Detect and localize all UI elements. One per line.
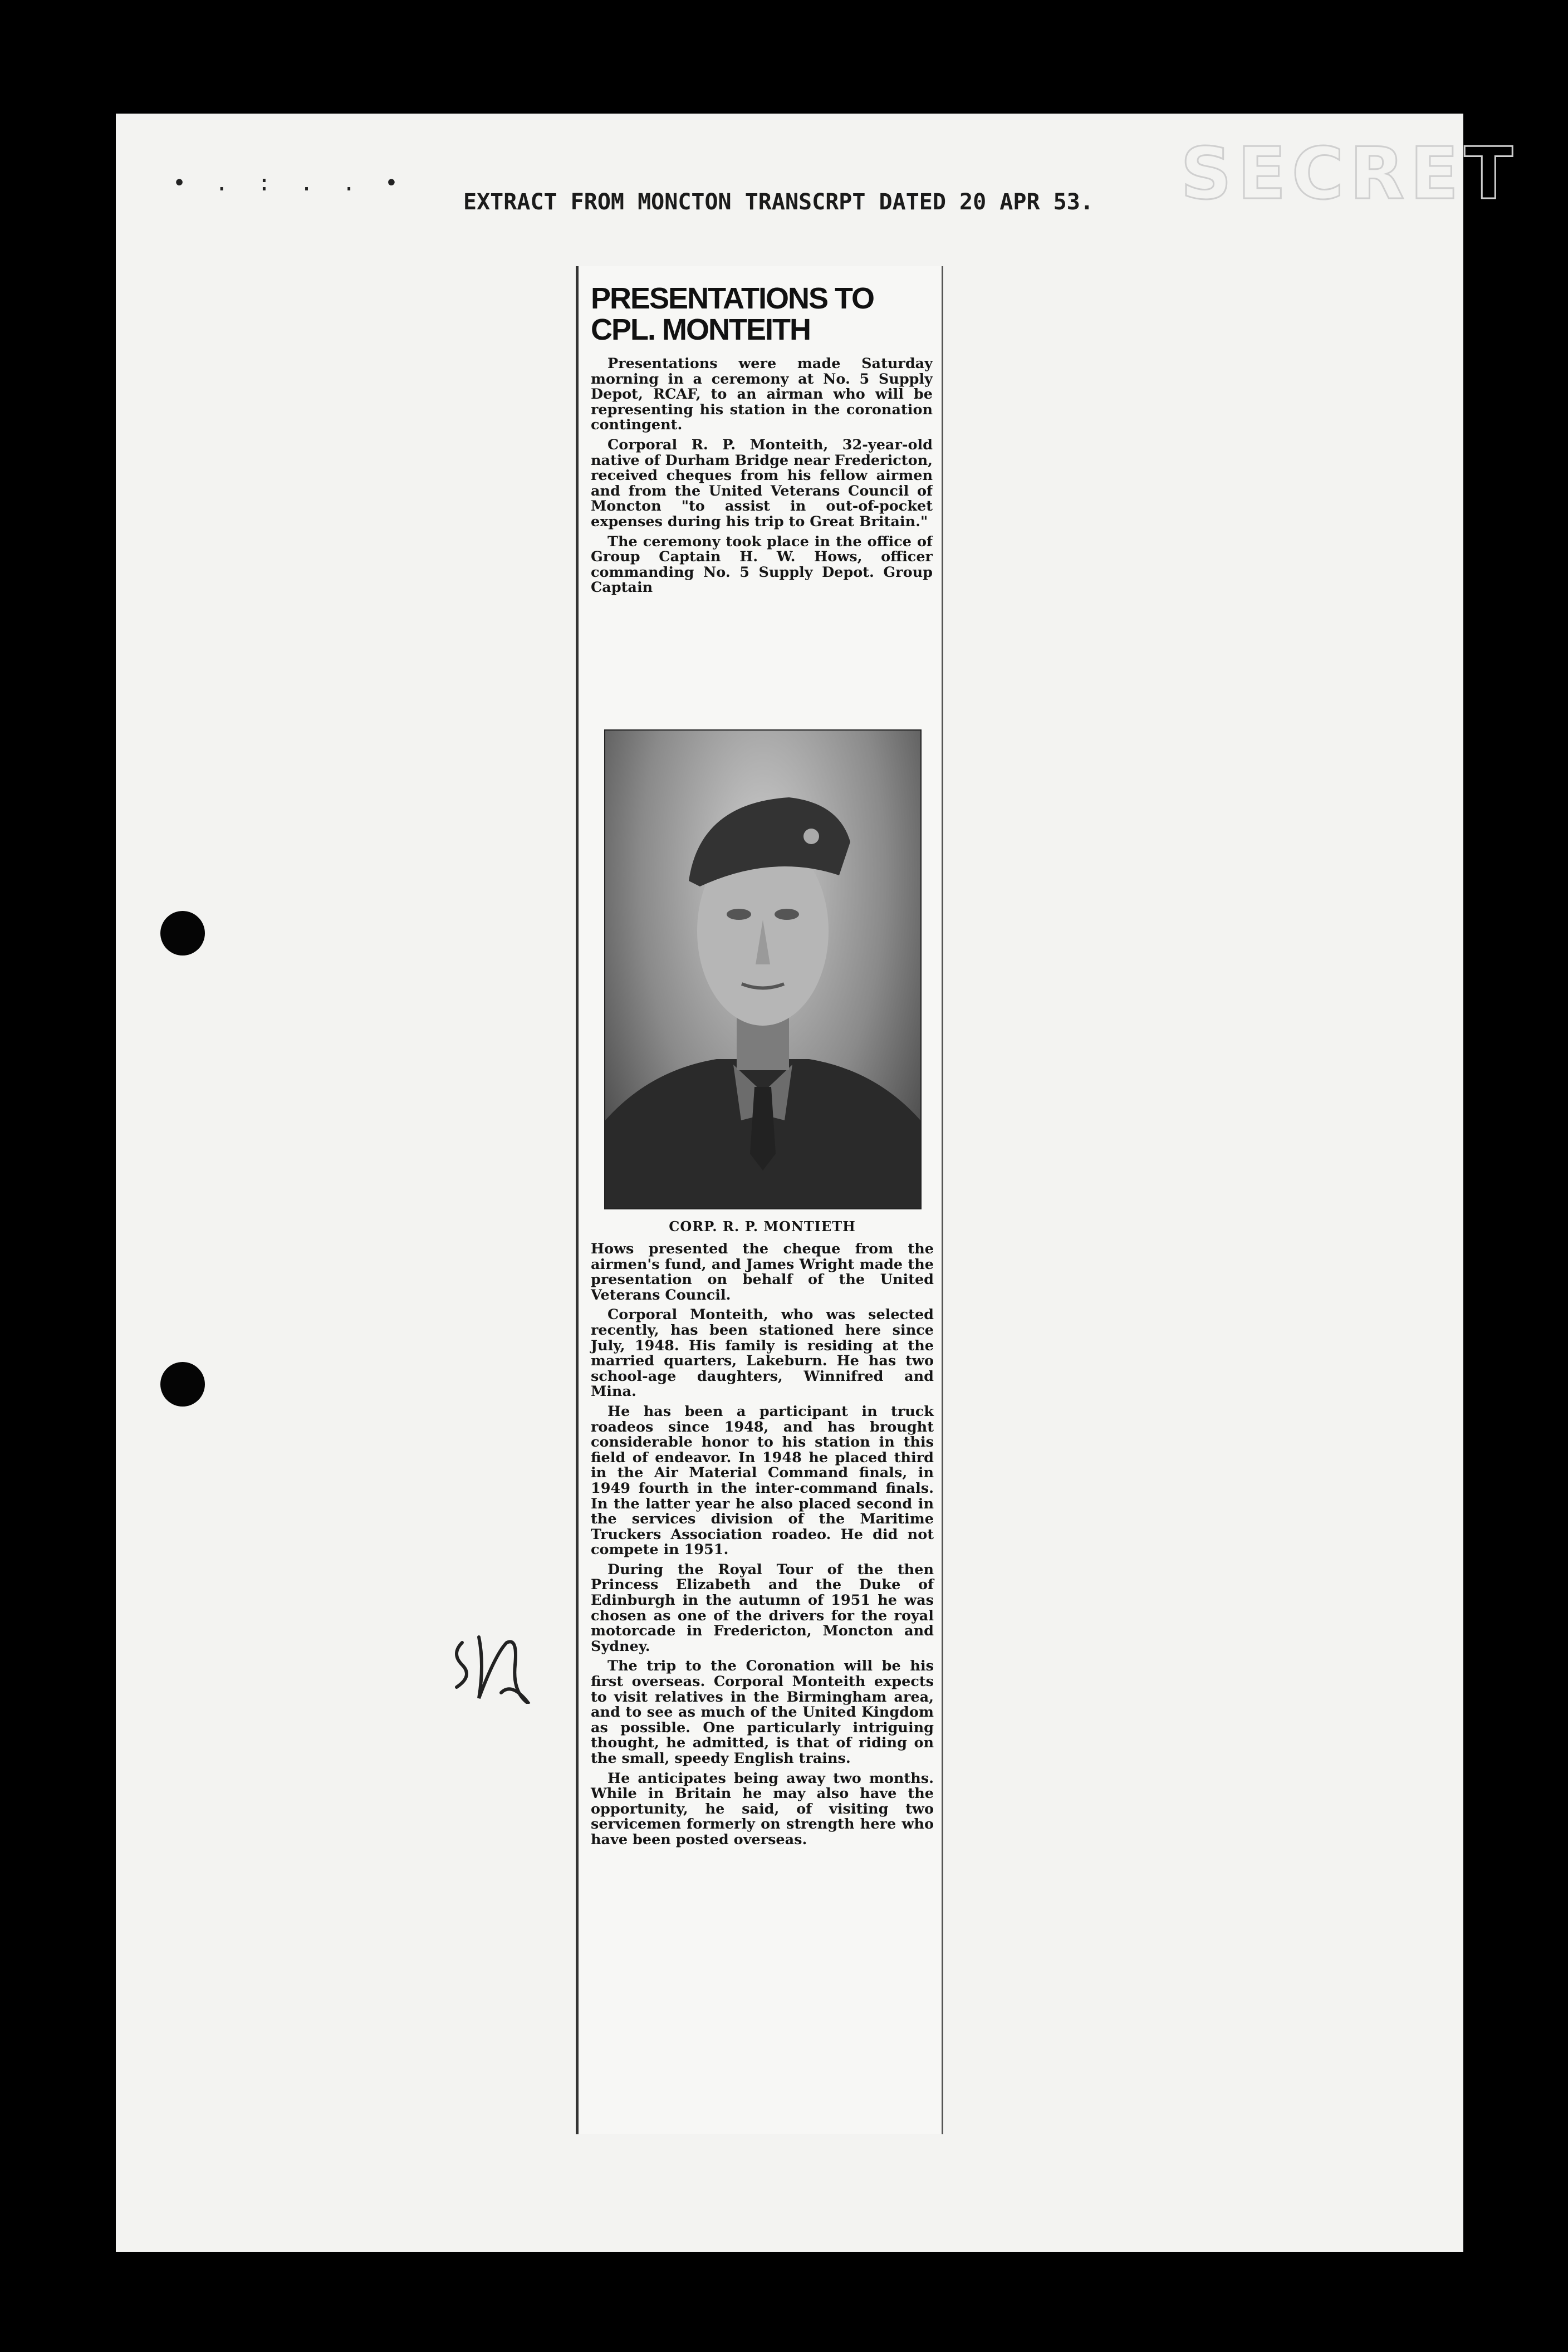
paragraph: He anticipates being away two months. While in Britain he may also have the opportunity, he said, of visiting two servicemen formerly on strength here who have been posted overseas. (591, 1770, 934, 1848)
article-text-lower (591, 1242, 934, 1853)
paragraph: Corporal Monteith, who was selected recently, has been stationed here since July, 1948. His family is residing at the married quarters, Lakeburn. He has two school-age daughters, Winnifred and Mina. (591, 1306, 934, 1400)
punch-hole-top (160, 911, 205, 955)
newspaper-clipping (576, 266, 943, 2134)
handwritten-mark (445, 1620, 546, 1704)
paragraph: During the Royal Tour of the then Princess Elizabeth and the Duke of Edinburgh in the autumn of 1951 he was chosen as one of the drivers for the royal motorcade in Fredericton, Moncton and Sydney. (591, 1561, 934, 1655)
paragraph: The ceremony took place in the office of Group Captain H. W. Hows, officer commanding No. 5 Supply Depot. Group Captain (591, 533, 933, 596)
portrait-photo (604, 729, 922, 1209)
punch-hole-bottom (160, 1362, 205, 1407)
paragraph: He has been a participant in truck roadeos since 1948, and has brought considerable honor to his station in this field of endeavor. In 1948 he placed third in the Air Material Command finals, in 1949 fourth in the inter-command finals. In the latter year he also placed second in the services division of the Maritime Truckers Association roadeo. He did not compete in 1951. (591, 1403, 934, 1559)
secret-stamp: SECRET (1180, 133, 1518, 215)
photo-caption: CORP. R. P. MONTIETH (669, 1218, 856, 1234)
paragraph: Presentations were made Saturday morning in a ceremony at No. 5 Supply Depot, RCAF, to an airman who will be representing his station in the coronation contingent. (591, 356, 933, 434)
paragraph: Corporal R. P. Monteith, 32-year-old native of Durham Bridge near Fredericton, received cheques from his fellow airmen and from the United Veterans Council of Moncton "to assist in out-of-pocket expenses during his trip to Great Britain." (591, 436, 933, 530)
paragraph: Hows presented the cheque from the airmen's fund, and James Wright made the presentation on behalf of the United Veterans Council. (591, 1241, 934, 1304)
extract-header: EXTRACT FROM MONCTON TRANSCRPT DATED 20 APR 53. (463, 189, 1094, 215)
headline: PRESENTATIONS TO CPL. MONTEITH (591, 282, 874, 346)
paragraph: The trip to the Coronation will be his first overseas. Corporal Monteith expects to visit relatives in the Birmingham area, and to see as much of the United Kingdom as possible. One particularly intriguing thought, he admitted, is that of riding on the small, speedy English trains. (591, 1658, 934, 1767)
margin-dots: • . : . . • (173, 170, 406, 196)
article-text-upper (591, 356, 933, 684)
